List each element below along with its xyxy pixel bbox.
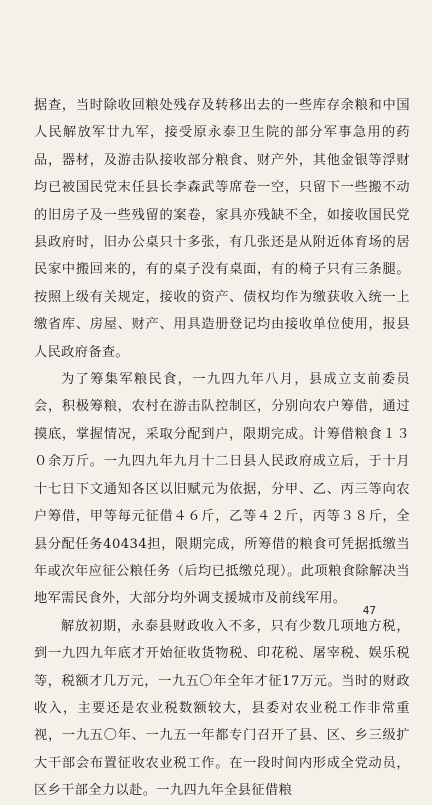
paragraph-1: 据查，当时除收回粮处残存及转移出去的一些库存余粮和中国人民解放军廿九军，接受原永泰卫生院的部分军事急用的药品，器材，及游击队接收部分粮食、财产外，其他金银等浮财均已被国民党末任县长李森武等席卷一空，只留下一些搬不动的旧房子及一些残留的案卷，家具亦残缺不全，如接收国民党县政府时，旧办公桌只十多张，有几张还是从附近体育场的居民家中搬回来的，有的桌子没有桌面，有的椅子只有三条腿。按照上级有关规定，接收的资产、债权均作为缴获收入统一上缴省库、房屋、财产、用具造册登记均由接收单位使用，报县人民政府备查。 — [34, 98, 410, 360]
paragraph-2: 为了筹集军粮民食，一九四九年八月，县成立支前委员会，积极筹粮，农村在游击队控制区，分别向农户筹借，通过摸底，掌握情况，采取分配到户，限期完成。计筹借粮食１３０余万斤。一九四九年九月十二日县人民政府成立后，于十月十七日下文通知各区以旧赋元为依据，分甲、乙、丙三等向农户筹借，甲等每元征借４６斤，乙等４２斤，丙等３８斤，全县分配任务40434担，限期完成，所筹借的粮食可凭据抵缴当年或次年应征公粮任务（后均已抵缴兑现）。此项粮食除解决当地军需民食外，大部分均外调支援城市及前线军用。 — [34, 372, 410, 607]
paragraph-3: 解放初期，永泰县财政收入不多，只有少数几项地方税，到一九四九年底才开始征收货物税、印花税、屠宰税、娱乐税等，税额才几万元，一九五〇年全年才征17万元。当时的财政收入，主要还是农业税数额较大，县委对农业税工作非常重视，一九五〇年、一九五一年都专门召开了县、区、乡三级扩大干部会布置征收农业税工作。在一段时间内形成全党动员，区乡干部全力以赴。一九四九年全县征借粮 — [34, 618, 410, 799]
page-number: 47 — [362, 604, 376, 617]
